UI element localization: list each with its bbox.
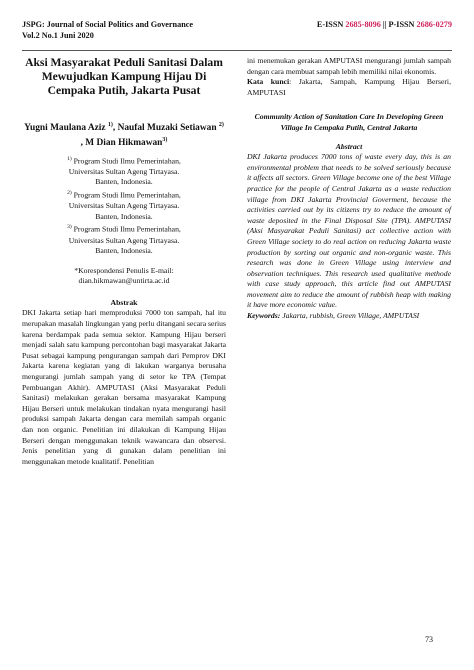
keywords: Keywords: Jakarta, rubbish, Green Village, AMPUTASI — [247, 311, 420, 321]
page-number: 73 — [425, 635, 433, 644]
english-title: Community Action of Sanitation Care In Developing Green Village In Cempaka Putih, Central Jakarta — [254, 112, 444, 132]
kata-kunci: Kata kunci: Jakarta, Sampah, Kampung Hijau Berseri, AMPUTASI — [247, 77, 451, 97]
author-2: Naufal Muzaki Setiawan — [117, 122, 217, 133]
correspondence-email[interactable]: dian.hikmawan@untirta.ac.id — [78, 276, 170, 286]
volume-issue: Vol.2 No.1 Juni 2020 — [22, 30, 94, 40]
abstrak-heading: Abstrak — [110, 297, 138, 307]
abstract-heading: Abstract — [335, 141, 363, 151]
correspondence-label: *Korespondensi Penulis E-mail: — [74, 265, 174, 275]
author-list: Yugni Maulana Aziz $^{1)}$, Naufal Muzaki Setiawan $^{2)}$ , M Dian Hikmawan$^{3)}$ — [24, 121, 224, 149]
correspondence — [22, 266, 226, 287]
abstrak-continuation: ini menemukan gerakan AMPUTASI mengurangi jumlah sampah dengan cara membuat sampah lebih memiliki nilai ekonomis. — [247, 56, 451, 76]
running-header — [22, 20, 452, 41]
article-title: Aksi Masyarakat Peduli Sanitasi Dalam Mewujudkan Kampung Hijau Di Cempaka Putih, Jakarta Pusat — [25, 56, 223, 98]
abstrak-body: DKI Jakarta setiap hari memproduksi 7000 ton sampah, hal itu merupakan masalah lingkungan yang perlu ditangani secara serius karena berdampak pada semua sektor. Kampung Hijau berseri menjadi salah satu kampung percontohan bagi masyarakat Jakarta Pusat sebagai kampung pengurangan sampah dari Pemprov DKI Jakarta karena kegiatan yang di lakukan warganya berusaha mengurangi jumlah sampah yang di setor ke TPA (Tempat Pembuangan Akhir). AMPUTASI (Aksi Masyarakat Peduli Sanitasi) melakukan gerakan bersama masyarakat Kampung Hijau Berseri untuk melakukan tindakan nyata mengurangi hasil produksi sampah Jakarta dengan cara memilah sampah organic dan non organic. Penelitian ini dilakukan di Kampung Hijau Berseri dengan menggunakan teknik wawancara dan observsi. Jenis penelitian yang di gunakan dalam penelitian ini menggunakan metode kualitatif. Penelitian — [22, 308, 226, 466]
issn-line: E-ISSN 2685-8096 || P-ISSN 2686-0279 — [316, 20, 452, 29]
eissn-link[interactable]: 2685-8096 — [345, 20, 381, 29]
left-column — [22, 56, 226, 467]
pissn-link[interactable]: 2686-0279 — [416, 20, 452, 29]
journal-name: JSPG: Journal of Social Politics and Governance — [22, 20, 194, 29]
abstract-body: DKI Jakarta produces 7000 tons of waste every day, this is an environmental problem that needs to be solved seriously because it affects all sectors. Green Village become one of the best Village practice for the people of Central Jakarta as a waste reduction village from DKI Jakarta Provincial Goverment, because the activities carried out by its citizens try to reduce the amount of waste deposited in the Final Disposal Site (TPA). AMPUTASI (Aksi Masyarakat Peduli Sanitasi) act collective action with Green Village society to do real action on reducing Jakarta waste production by sorting out organic and non-organic waste. This research was done in Green Village using interview and observation techniques. This research used qualitative methode with case study approach, this article find out AMPUTASI movement aim to reduce the amount of rubbish heap with making it have more economic value. — [247, 152, 451, 310]
affiliations: $^{1)}$ Program Studi Ilmu Pemerintahan, Universitas Sultan Ageng Tirtayasa. Banten, Indonesia. $^{2)}$ Program Studi Ilmu Pemerintahan, Universitas Sultan Ageng Tirtayasa. Banten, Indonesia. $^{3)}$ Program Studi Ilmu Pemerintahan, Universitas Sultan Ageng Tirtayasa. Banten, Indonesia. — [67, 155, 181, 256]
author-1: Yugni Maulana Aziz — [24, 122, 106, 133]
right-column — [247, 56, 451, 322]
author-3: M Dian Hikmawan — [85, 138, 163, 149]
header-divider — [22, 50, 452, 51]
